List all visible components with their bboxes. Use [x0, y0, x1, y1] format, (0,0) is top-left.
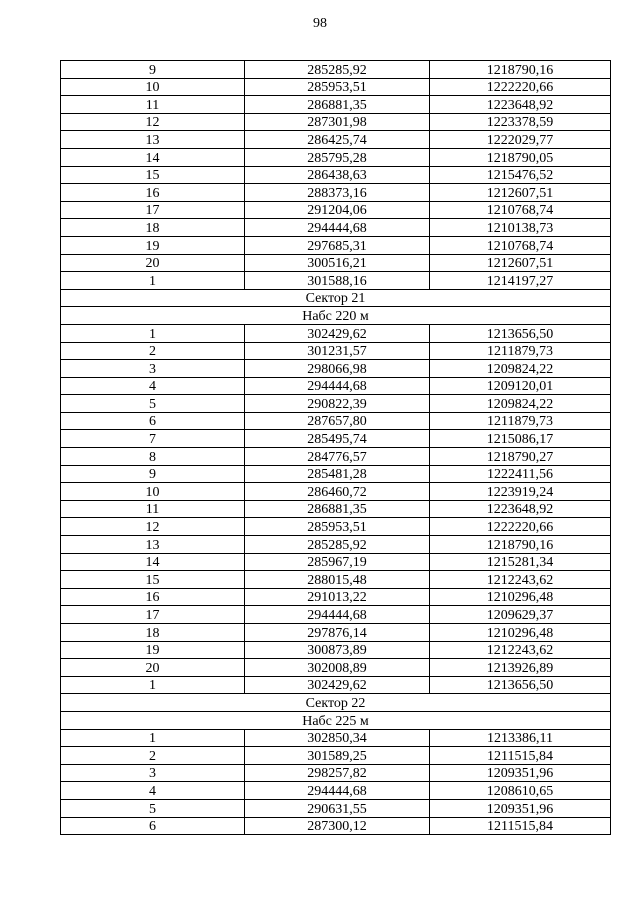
- x-coordinate-cell: 291204,06: [245, 201, 430, 219]
- table-row: [61, 536, 611, 554]
- point-number-cell: 4: [61, 377, 245, 395]
- point-number-cell: 15: [61, 571, 245, 589]
- x-coordinate-cell: 290631,55: [245, 799, 430, 817]
- x-coordinate-cell: 301589,25: [245, 747, 430, 765]
- point-number-cell: 17: [61, 606, 245, 624]
- table-row: [61, 553, 611, 571]
- table-row: [61, 148, 611, 166]
- x-coordinate-cell: 301231,57: [245, 342, 430, 360]
- x-coordinate-cell: 286881,35: [245, 96, 430, 114]
- x-coordinate-cell: 285967,19: [245, 553, 430, 571]
- y-coordinate-cell: 1209351,96: [430, 764, 611, 782]
- section-header-cell: Сектор 22: [61, 694, 611, 712]
- x-coordinate-cell: 290822,39: [245, 395, 430, 413]
- table-row: [61, 254, 611, 272]
- table-row: [61, 360, 611, 378]
- table-row: [61, 676, 611, 694]
- x-coordinate-cell: 297685,31: [245, 236, 430, 254]
- section-header-row: [61, 711, 611, 729]
- x-coordinate-cell: 285795,28: [245, 148, 430, 166]
- y-coordinate-cell: 1210768,74: [430, 201, 611, 219]
- y-coordinate-cell: 1209629,37: [430, 606, 611, 624]
- table-row: [61, 342, 611, 360]
- y-coordinate-cell: 1208610,65: [430, 782, 611, 800]
- y-coordinate-cell: 1218790,27: [430, 448, 611, 466]
- x-coordinate-cell: 294444,68: [245, 782, 430, 800]
- section-header-cell: Сектор 21: [61, 289, 611, 307]
- point-number-cell: 16: [61, 588, 245, 606]
- table-row: [61, 377, 611, 395]
- y-coordinate-cell: 1215086,17: [430, 430, 611, 448]
- table-row: [61, 764, 611, 782]
- point-number-cell: 19: [61, 236, 245, 254]
- table-row: [61, 500, 611, 518]
- y-coordinate-cell: 1212243,62: [430, 571, 611, 589]
- x-coordinate-cell: 300873,89: [245, 641, 430, 659]
- table-row: [61, 219, 611, 237]
- point-number-cell: 10: [61, 483, 245, 501]
- y-coordinate-cell: 1212243,62: [430, 641, 611, 659]
- table-row: [61, 782, 611, 800]
- y-coordinate-cell: 1222220,66: [430, 518, 611, 536]
- x-coordinate-cell: 285481,28: [245, 465, 430, 483]
- coordinates-table-body: [61, 61, 611, 835]
- point-number-cell: 13: [61, 131, 245, 149]
- y-coordinate-cell: 1212607,51: [430, 184, 611, 202]
- x-coordinate-cell: 300516,21: [245, 254, 430, 272]
- x-coordinate-cell: 297876,14: [245, 624, 430, 642]
- table-row: [61, 641, 611, 659]
- y-coordinate-cell: 1210296,48: [430, 624, 611, 642]
- y-coordinate-cell: 1211879,73: [430, 412, 611, 430]
- x-coordinate-cell: 294444,68: [245, 219, 430, 237]
- table-row: [61, 272, 611, 290]
- x-coordinate-cell: 294444,68: [245, 377, 430, 395]
- coordinates-table: [60, 60, 611, 835]
- x-coordinate-cell: 288373,16: [245, 184, 430, 202]
- table-row: [61, 448, 611, 466]
- x-coordinate-cell: 291013,22: [245, 588, 430, 606]
- x-coordinate-cell: 284776,57: [245, 448, 430, 466]
- table-row: [61, 659, 611, 677]
- section-header-row: [61, 307, 611, 325]
- point-number-cell: 10: [61, 78, 245, 96]
- point-number-cell: 7: [61, 430, 245, 448]
- x-coordinate-cell: 287657,80: [245, 412, 430, 430]
- y-coordinate-cell: 1209351,96: [430, 799, 611, 817]
- section-header-cell: Набс 220 м: [61, 307, 611, 325]
- section-header-row: [61, 289, 611, 307]
- table-row: [61, 817, 611, 835]
- table-row: [61, 184, 611, 202]
- x-coordinate-cell: 286425,74: [245, 131, 430, 149]
- point-number-cell: 4: [61, 782, 245, 800]
- point-number-cell: 14: [61, 553, 245, 571]
- x-coordinate-cell: 302429,62: [245, 676, 430, 694]
- point-number-cell: 2: [61, 747, 245, 765]
- y-coordinate-cell: 1215476,52: [430, 166, 611, 184]
- point-number-cell: 11: [61, 500, 245, 518]
- point-number-cell: 3: [61, 360, 245, 378]
- x-coordinate-cell: 286438,63: [245, 166, 430, 184]
- table-row: [61, 465, 611, 483]
- y-coordinate-cell: 1209120,01: [430, 377, 611, 395]
- y-coordinate-cell: 1223648,92: [430, 500, 611, 518]
- x-coordinate-cell: 294444,68: [245, 606, 430, 624]
- x-coordinate-cell: 285495,74: [245, 430, 430, 448]
- table-row: [61, 96, 611, 114]
- y-coordinate-cell: 1214197,27: [430, 272, 611, 290]
- x-coordinate-cell: 298257,82: [245, 764, 430, 782]
- x-coordinate-cell: 302429,62: [245, 324, 430, 342]
- x-coordinate-cell: 285953,51: [245, 78, 430, 96]
- point-number-cell: 9: [61, 465, 245, 483]
- table-row: [61, 166, 611, 184]
- point-number-cell: 14: [61, 148, 245, 166]
- x-coordinate-cell: 302850,34: [245, 729, 430, 747]
- table-row: [61, 588, 611, 606]
- table-row: [61, 624, 611, 642]
- table-row: [61, 412, 611, 430]
- table-row: [61, 571, 611, 589]
- y-coordinate-cell: 1213656,50: [430, 324, 611, 342]
- table-row: [61, 395, 611, 413]
- y-coordinate-cell: 1218790,16: [430, 536, 611, 554]
- point-number-cell: 20: [61, 254, 245, 272]
- table-row: [61, 518, 611, 536]
- y-coordinate-cell: 1209824,22: [430, 395, 611, 413]
- y-coordinate-cell: 1211515,84: [430, 747, 611, 765]
- x-coordinate-cell: 288015,48: [245, 571, 430, 589]
- point-number-cell: 12: [61, 113, 245, 131]
- x-coordinate-cell: 286881,35: [245, 500, 430, 518]
- section-header-cell: Набс 225 м: [61, 711, 611, 729]
- point-number-cell: 5: [61, 395, 245, 413]
- point-number-cell: 15: [61, 166, 245, 184]
- y-coordinate-cell: 1223919,24: [430, 483, 611, 501]
- point-number-cell: 1: [61, 729, 245, 747]
- point-number-cell: 1: [61, 272, 245, 290]
- x-coordinate-cell: 301588,16: [245, 272, 430, 290]
- point-number-cell: 6: [61, 412, 245, 430]
- table-row: [61, 61, 611, 79]
- point-number-cell: 16: [61, 184, 245, 202]
- y-coordinate-cell: 1209824,22: [430, 360, 611, 378]
- point-number-cell: 18: [61, 624, 245, 642]
- point-number-cell: 12: [61, 518, 245, 536]
- x-coordinate-cell: 298066,98: [245, 360, 430, 378]
- point-number-cell: 20: [61, 659, 245, 677]
- x-coordinate-cell: 285285,92: [245, 61, 430, 79]
- y-coordinate-cell: 1211879,73: [430, 342, 611, 360]
- table-row: [61, 131, 611, 149]
- point-number-cell: 9: [61, 61, 245, 79]
- point-number-cell: 6: [61, 817, 245, 835]
- y-coordinate-cell: 1212607,51: [430, 254, 611, 272]
- y-coordinate-cell: 1213656,50: [430, 676, 611, 694]
- table-row: [61, 78, 611, 96]
- y-coordinate-cell: 1222220,66: [430, 78, 611, 96]
- table-row: [61, 483, 611, 501]
- point-number-cell: 5: [61, 799, 245, 817]
- table-row: [61, 201, 611, 219]
- y-coordinate-cell: 1215281,34: [430, 553, 611, 571]
- y-coordinate-cell: 1222029,77: [430, 131, 611, 149]
- x-coordinate-cell: 302008,89: [245, 659, 430, 677]
- table-row: [61, 113, 611, 131]
- x-coordinate-cell: 287300,12: [245, 817, 430, 835]
- y-coordinate-cell: 1210768,74: [430, 236, 611, 254]
- table-row: [61, 747, 611, 765]
- table-row: [61, 236, 611, 254]
- point-number-cell: 18: [61, 219, 245, 237]
- x-coordinate-cell: 285285,92: [245, 536, 430, 554]
- point-number-cell: 2: [61, 342, 245, 360]
- x-coordinate-cell: 285953,51: [245, 518, 430, 536]
- table-row: [61, 799, 611, 817]
- table-row: [61, 430, 611, 448]
- point-number-cell: 3: [61, 764, 245, 782]
- y-coordinate-cell: 1210296,48: [430, 588, 611, 606]
- y-coordinate-cell: 1210138,73: [430, 219, 611, 237]
- y-coordinate-cell: 1223378,59: [430, 113, 611, 131]
- point-number-cell: 8: [61, 448, 245, 466]
- point-number-cell: 1: [61, 324, 245, 342]
- table-row: [61, 729, 611, 747]
- y-coordinate-cell: 1223648,92: [430, 96, 611, 114]
- point-number-cell: 13: [61, 536, 245, 554]
- y-coordinate-cell: 1211515,84: [430, 817, 611, 835]
- x-coordinate-cell: 286460,72: [245, 483, 430, 501]
- y-coordinate-cell: 1218790,05: [430, 148, 611, 166]
- table-row: [61, 606, 611, 624]
- point-number-cell: 19: [61, 641, 245, 659]
- y-coordinate-cell: 1213926,89: [430, 659, 611, 677]
- point-number-cell: 1: [61, 676, 245, 694]
- point-number-cell: 17: [61, 201, 245, 219]
- table-row: [61, 324, 611, 342]
- y-coordinate-cell: 1222411,56: [430, 465, 611, 483]
- page-number: 98: [313, 16, 327, 31]
- y-coordinate-cell: 1218790,16: [430, 61, 611, 79]
- y-coordinate-cell: 1213386,11: [430, 729, 611, 747]
- section-header-row: [61, 694, 611, 712]
- x-coordinate-cell: 287301,98: [245, 113, 430, 131]
- point-number-cell: 11: [61, 96, 245, 114]
